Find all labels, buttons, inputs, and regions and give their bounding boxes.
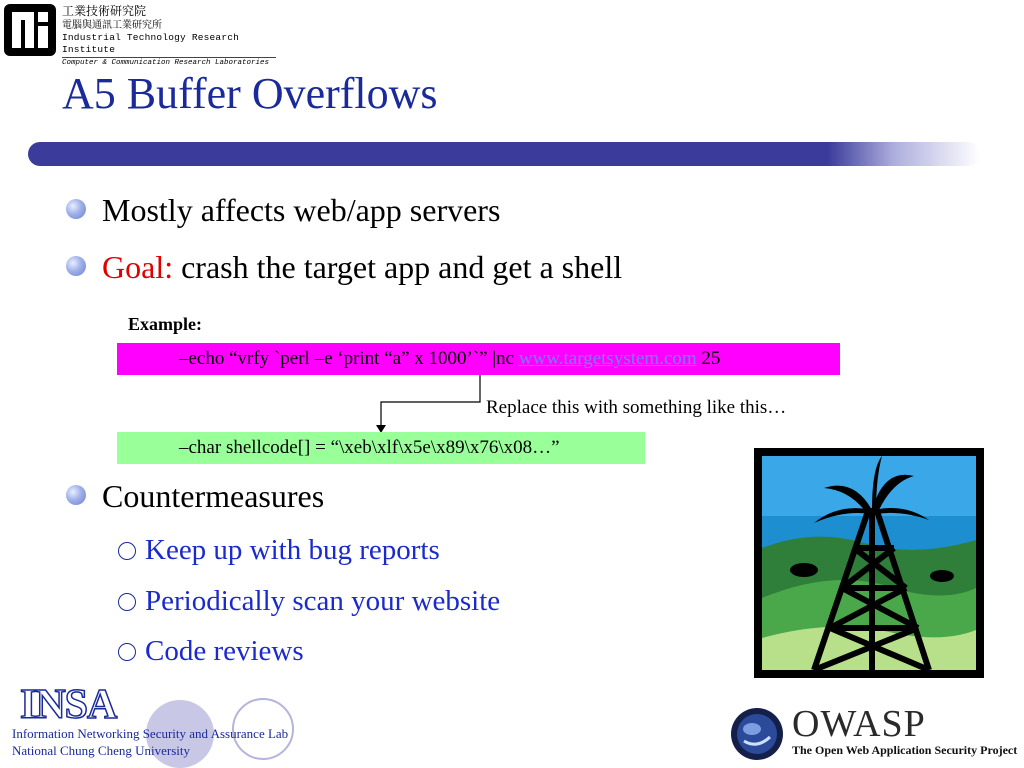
bullet-mostly-affects: Mostly affects web/app servers	[102, 192, 501, 228]
bullet-icon	[66, 485, 86, 505]
insa-logo: INSA	[20, 682, 117, 728]
sub-bullet-icon	[118, 542, 136, 560]
bullet-goal	[102, 248, 622, 286]
replace-note: Replace this with something like this…	[486, 397, 787, 418]
org-name-chinese: 工業技術研究院	[62, 4, 147, 18]
owasp-name: OWASP	[792, 703, 926, 745]
replace-arrow	[370, 375, 490, 435]
countermeasure-item: Periodically scan your website	[145, 585, 501, 617]
bullet-icon	[66, 256, 86, 276]
countermeasure-item: Code reviews	[145, 635, 304, 667]
org-name-english: Industrial Technology Research Institute	[62, 32, 276, 58]
command-suffix: 25	[696, 348, 721, 369]
goal-label: Goal:	[102, 249, 174, 285]
sub-bullet-icon	[118, 593, 136, 611]
owasp-tagline: The Open Web Application Security Project	[792, 743, 1018, 757]
shellcode-box: –char shellcode[] = “\xeb\xlf\x5e\x89\x76\x08…”	[117, 432, 645, 464]
example-command-box	[117, 343, 840, 375]
bullet-icon	[66, 199, 86, 219]
slide-title: A5 Buffer Overflows	[62, 69, 438, 118]
example-label: Example:	[128, 314, 202, 334]
owasp-logo-icon	[730, 707, 784, 761]
footer-lab-name: Information Networking Security and Assurance Lab	[12, 726, 289, 741]
bullet-countermeasures: Countermeasures	[102, 478, 325, 514]
goal-text: crash the target app and get a shell	[173, 249, 623, 285]
title-underline-bar	[28, 142, 980, 166]
lab-name-english: Computer & Communication Research Laboratories	[62, 59, 270, 67]
org-header	[62, 4, 276, 69]
target-system-link[interactable]: www.targetsystem.com	[518, 348, 697, 369]
footer-university: National Chung Cheng University	[12, 743, 191, 758]
oil-derrick-clipart	[754, 448, 984, 678]
lab-name-chinese: 電腦與通訊工業研究所	[62, 20, 162, 31]
itri-logo	[4, 4, 56, 56]
countermeasure-item: Keep up with bug reports	[145, 534, 440, 566]
sub-bullet-icon	[118, 643, 136, 661]
command-prefix: –echo “vrfy `perl –e ‘print “a” x 1000’`” |nc	[179, 348, 519, 369]
